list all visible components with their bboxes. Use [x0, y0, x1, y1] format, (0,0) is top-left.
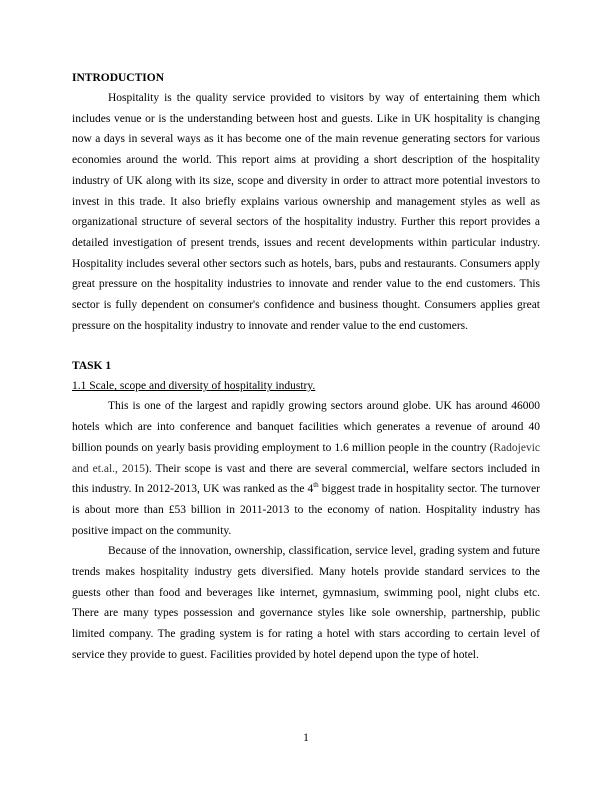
task-1-heading: TASK 1: [72, 360, 112, 373]
document-page: [72, 68, 540, 666]
citation: Radojevic and et.al., 2015: [72, 441, 540, 475]
introduction-heading: INTRODUCTION: [72, 72, 165, 84]
task-1-paragraph-2: Because of the innovation, ownership, classification, service level, grading system and future trends makes hospitality industry gets diversified. Many hotels provide standard services to the guests other than food and beverages like internet, gymnasium, swimming pool, night clubs etc. There are many types possession and governance styles like sole ownership, partnership, public limited company. The grading system is for rating a hotel with stars according to certain level of service they provide to guest. Facilities provided by hotel depend upon the type of hotel.: [72, 545, 540, 661]
paragraph-text: ). Their scope is vast and there are several commercial, welfare sectors included in this industry. In 2012-2013, UK was ranked as the 4: [72, 462, 541, 496]
paragraph-text: This is one of the largest and rapidly growing sectors around globe. UK has around 46000 hotels which are into conference and banquet facilities which generates a revenue of around 40 billion pounds on yearly basis providing employment to 1.6 million people in the country (: [72, 400, 540, 454]
introduction-paragraph: Hospitality is the quality service provided to visitors by way of entertaining them which includes venue or is the understanding between host and guests. Like in UK hospitality is changing now a days in several ways as it has become one of the main revenue generating sectors for various economies around the world. This report aims at providing a short description of the hospitality industry of UK along with its size, scope and diversity in order to attract more potential investors to invest in this trade. It also briefly explains various ownership and management styles as well as organizational structure of several sectors of the hospitality industry. Further this report provides a detailed investigation of present trends, issues and recent developments within particular industry. Hospitality includes several other sectors such as hotels, bars, pubs and restaurants. Consumers apply great pressure on the hospitality industries to innovate and render value to the end customers. This sector is fully dependent on consumer's confidence and business thought. Consumers applies great pressure on the hospitality industry to innovate and render value to the end customers.: [72, 92, 540, 332]
paragraph-text: biggest trade in hospitality sector. The turnover is about more than £53 billion in 2011-2013 to the economy of nation. Hospitality industry has positive impact on the community.: [72, 483, 540, 537]
page-number: 1: [303, 732, 309, 744]
section-1-1-heading: 1.1 Scale, scope and diversity of hospitality industry.: [72, 380, 316, 393]
task-1-paragraph-1: [72, 396, 540, 541]
ordinal-superscript: th: [313, 481, 319, 490]
